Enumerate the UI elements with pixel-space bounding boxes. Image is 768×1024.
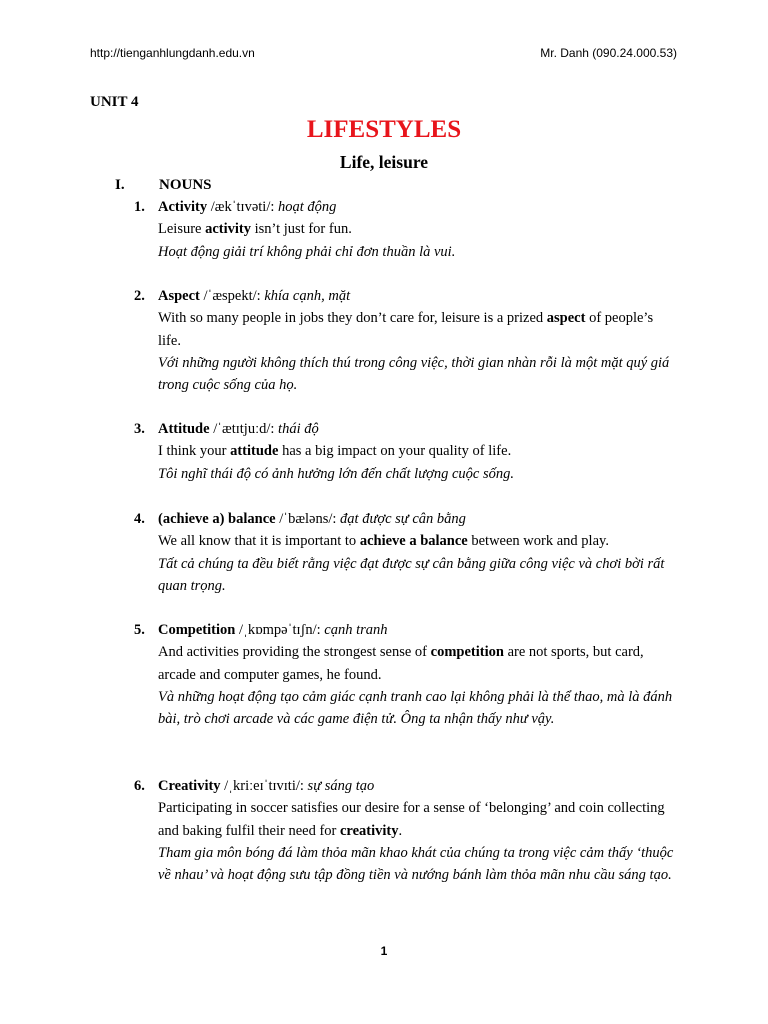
entry-number: 5. [134,622,145,638]
entry-term: Attitude [158,421,210,437]
entry-example-vi: Tham gia môn bóng đá làm thỏa mãn khao khát của chúng ta trong việc cảm thấy ‘thuộc về nhau’ và hoạt động sưu tập đồng tiền và nướng bánh làm thỏa mãn nhu cầu sáng tạo. [158,844,674,884]
entry-example-vi: Tôi nghĩ thái độ có ảnh hưởng lớn đến chất lượng cuộc sống. [158,465,514,482]
entry-number: 2. [134,288,145,304]
entry-term: (achieve a) balance [158,511,276,527]
entry-number: 6. [134,778,145,794]
entry-translation: khía cạnh, mặt [264,288,351,304]
page-number: 1 [380,944,388,958]
entry-example-en: Participating in soccer satisfies our desire for a sense of ‘belonging’ and coin collecting and baking fulfil their need for creativity. [158,800,665,839]
entry-term: Creativity [158,778,221,794]
entry-example-en: And activities providing the strongest sense of competition are not sports, but card, arcade and computer games, he found. [158,644,644,683]
vocab-entry-activity [134,196,674,263]
entry-ipa: /ˌkɒmpəˈtɪʃn/: [235,622,325,638]
page-subtitle: Life, leisure [339,152,429,172]
entry-example-vi: Tất cả chúng ta đều biết rằng việc đạt được sự cân bằng giữa công việc và chơi bời rất quan trọng. [158,555,665,594]
entry-translation: cạnh tranh [324,622,388,638]
entry-example-vi: Với những người không thích thú trong công việc, thời gian nhàn rỗi là một mặt quý giá trong cuộc sống của họ. [158,354,670,394]
entry-example-en: We all know that it is important to achieve a balance between work and play. [158,533,609,550]
page-title: LIFESTYLES [306,116,462,143]
entry-ipa: /ækˈtɪvəti/: [207,199,279,215]
entry-number: 4. [134,511,145,527]
vocab-entry-aspect [134,285,674,396]
entry-translation: đạt được sự cân bằng [340,511,466,527]
entry-term: Aspect [158,288,200,304]
vocab-entry-competition [134,619,674,730]
entry-ipa: /ˌkriːeɪˈtɪvɪti/: [220,778,308,794]
entry-ipa: /ˈæspekt/: [199,288,265,304]
entry-example-vi: Và những hoạt động tạo cảm giác cạnh tranh cao lại không phải là thể thao, mà là đánh bài, trò chơi arcade và các game điện tử. Ông ta nhận thấy như vậy. [158,688,673,728]
entry-term: Activity [158,199,208,215]
entry-translation: hoạt động [278,199,337,215]
entry-ipa: /ˈætɪtjuːd/: [209,421,279,437]
section-label: NOUNS [159,177,212,193]
entry-example-en: With so many people in jobs they don’t care for, leisure is a prized aspect of people’s life. [158,310,654,349]
entry-example-en: I think your attitude has a big impact on your quality of life. [158,443,512,460]
entry-number: 1. [134,199,145,215]
entry-translation: thái độ [278,421,319,437]
entry-number: 3. [134,421,145,437]
vocab-entry-creativity [134,775,674,886]
entry-ipa: /ˈbæləns/: [275,511,341,527]
entry-example-vi: Hoạt động giải trí không phải chỉ đơn thuần là vui. [158,243,456,260]
entry-example-en: Leisure activity isn’t just for fun. [158,221,352,238]
entry-term: Competition [158,622,236,638]
entry-translation: sự sáng tạo [307,778,375,794]
header-url[interactable]: http://tienganhlungdanh.edu.vn [90,46,255,60]
section-number: I. [115,177,125,193]
header-author: Mr. Danh (090.24.000.53) [540,46,677,60]
vocab-entry-attitude [134,418,674,485]
vocab-entry-balance [134,508,674,597]
unit-label: UNIT 4 [90,94,139,110]
section-heading [115,174,212,196]
